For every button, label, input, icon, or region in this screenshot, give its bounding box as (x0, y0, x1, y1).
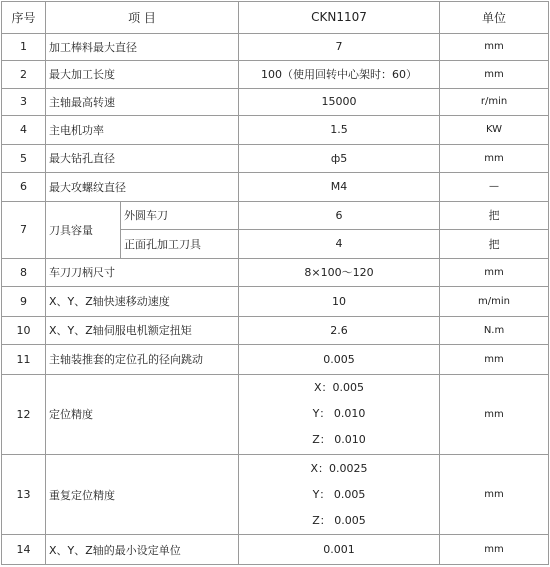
row-value: 2.6 (239, 316, 440, 345)
row-unit: mm (440, 144, 549, 173)
header-no: 序号 (2, 2, 46, 34)
row-no: 11 (2, 345, 46, 375)
row-item: 刀具容量 (46, 201, 121, 258)
row-item: 车刀刀柄尺寸 (46, 258, 239, 287)
row-no: 1 (2, 33, 46, 60)
row-item: 定位精度 (46, 374, 239, 454)
row-value: 8×100～120 (239, 258, 440, 287)
row-value-list (239, 374, 440, 454)
accuracy-y: Y： 0.010 (312, 407, 366, 421)
row-unit: m/min (440, 287, 549, 317)
row-item: 最大攻螺纹直径 (46, 173, 239, 202)
row-item: 加工棒料最大直径 (46, 33, 239, 60)
row-item: X、Y、Z轴伺服电机额定扭矩 (46, 316, 239, 345)
row-no: 5 (2, 144, 46, 173)
header-item: 项 目 (46, 2, 239, 34)
row-no: 6 (2, 173, 46, 202)
header-model: CKN1107 (239, 2, 440, 34)
row-subitem: 外圆车刀 (121, 201, 239, 230)
table-row (2, 144, 549, 173)
row-unit: mm (440, 258, 549, 287)
table-row (2, 61, 549, 88)
row-unit: mm (440, 33, 549, 60)
row-value: 0.001 (239, 535, 440, 565)
row-unit: mm (440, 535, 549, 565)
row-no: 3 (2, 88, 46, 115)
row-no: 10 (2, 316, 46, 345)
row-value: 0.005 (239, 345, 440, 375)
row-no: 13 (2, 454, 46, 534)
table-row (2, 535, 549, 565)
row-value-list (239, 454, 440, 534)
row-value: 15000 (239, 88, 440, 115)
row-item: 主电机功率 (46, 116, 239, 145)
row-value: 7 (239, 33, 440, 60)
table-row (2, 258, 549, 287)
row-unit: mm (440, 374, 549, 454)
table-row (2, 173, 549, 202)
row-item: 主轴最高转速 (46, 88, 239, 115)
row-unit: KW (440, 116, 549, 145)
row-subitem: 正面孔加工刀具 (121, 230, 239, 259)
spec-table (1, 1, 549, 565)
table-row (2, 33, 549, 60)
repeat-accuracy-z: Z： 0.005 (312, 513, 366, 527)
row-unit: mm (440, 454, 549, 534)
row-no: 9 (2, 287, 46, 317)
row-no: 2 (2, 61, 46, 88)
table-row (2, 374, 549, 454)
row-item: X、Y、Z轴快速移动速度 (46, 287, 239, 317)
table-row (2, 345, 549, 375)
row-no: 4 (2, 116, 46, 145)
header-row (2, 2, 549, 34)
row-value: 6 (239, 201, 440, 230)
table-row (2, 454, 549, 534)
row-item: 重复定位精度 (46, 454, 239, 534)
row-unit: N.m (440, 316, 549, 345)
accuracy-x: X：0.005 (314, 381, 365, 395)
header-unit: 单位 (440, 2, 549, 34)
row-item: 最大加工长度 (46, 61, 239, 88)
table-row (2, 88, 549, 115)
row-unit: r/min (440, 88, 549, 115)
repeat-accuracy-x: X：0.0025 (310, 461, 368, 475)
row-no: 12 (2, 374, 46, 454)
accuracy-z: Z： 0.010 (312, 433, 366, 447)
repeat-accuracy-y: Y： 0.005 (312, 487, 366, 501)
row-value: 100（使用回转中心架时：60） (239, 61, 440, 88)
row-item: X、Y、Z轴的最小设定单位 (46, 535, 239, 565)
row-value: 4 (239, 230, 440, 259)
row-no: 8 (2, 258, 46, 287)
table-row (2, 201, 549, 230)
row-unit: — (440, 173, 549, 202)
row-item: 最大钻孔直径 (46, 144, 239, 173)
row-unit: mm (440, 61, 549, 88)
table-row (2, 287, 549, 317)
row-value: M4 (239, 173, 440, 202)
row-no: 14 (2, 535, 46, 565)
row-unit: mm (440, 345, 549, 375)
row-no: 7 (2, 201, 46, 258)
table-row (2, 316, 549, 345)
row-value: ф5 (239, 144, 440, 173)
row-value: 1.5 (239, 116, 440, 145)
row-unit: 把 (440, 201, 549, 230)
table-row (2, 116, 549, 145)
row-item: 主轴装推套的定位孔的径向跳动 (46, 345, 239, 375)
row-value: 10 (239, 287, 440, 317)
row-unit: 把 (440, 230, 549, 259)
